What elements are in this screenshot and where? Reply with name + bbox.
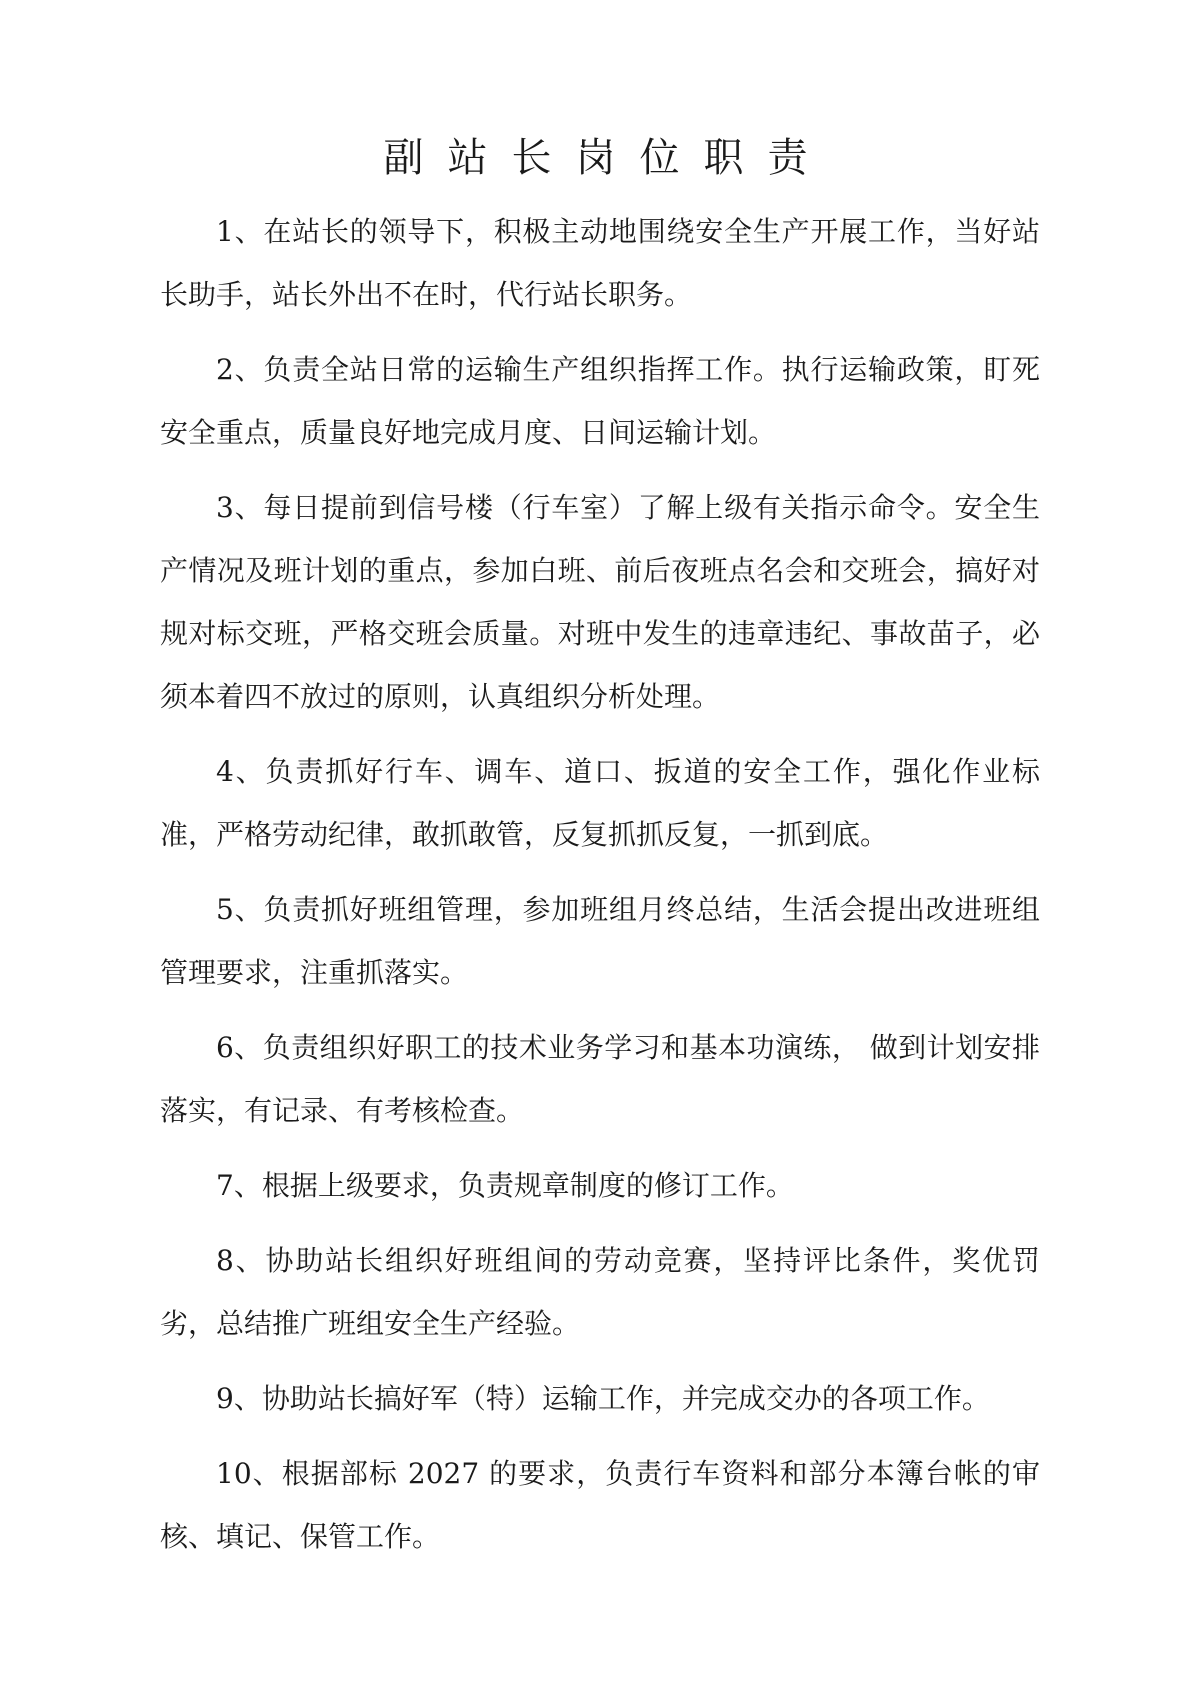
duty-paragraph-5: 5、负责抓好班组管理，参加班组月终总结，生活会提出改进班组管理要求，注重抓落实。 [160,893,1040,989]
duty-paragraph-3: 3、每日提前到信号楼（行车室）了解上级有关指示命令。安全生产情况及班计划的重点，参加白班、前后夜班点名会和交班会，搞好对规对标交班，严格交班会质量。对班中发生的违章违纪、事故苗子，必须本着四不放过的原则，认真组织分析处理。 [160,491,1040,713]
duty-paragraph-9: 9、协助站长搞好军（特）运输工作，并完成交办的各项工作。 [216,1382,990,1415]
duty-paragraph-6: 6、负责组织好职工的技术业务学习和基本功演练， 做到计划安排落实，有记录、有考核检查。 [160,1031,1040,1127]
duty-paragraph-10: 10、根据部标 2027 的要求，负责行车资料和部分本簿台帐的审核、填记、保管工作。 [160,1457,1040,1553]
document-body [160,200,1040,1580]
duty-paragraph-4: 4、负责抓好行车、调车、道口、扳道的安全工作，强化作业标准，严格劳动纪律，敢抓敢管，反复抓抓反复，一抓到底。 [160,755,1040,851]
duty-paragraph-7: 7、根据上级要求，负责规章制度的修订工作。 [216,1169,794,1202]
duty-paragraph-1: 1、在站长的领导下，积极主动地围绕安全生产开展工作，当好站长助手，站长外出不在时，代行站长职务。 [160,215,1040,311]
duty-paragraph-8: 8、协助站长组织好班组间的劳动竞赛，坚持评比条件，奖优罚劣，总结推广班组安全生产经验。 [160,1244,1040,1340]
duty-paragraph-2: 2、负责全站日常的运输生产组织指挥工作。执行运输政策，盯死安全重点，质量良好地完成月度、日间运输计划。 [160,353,1040,449]
page-title: 副站长岗位职责 [383,135,832,181]
